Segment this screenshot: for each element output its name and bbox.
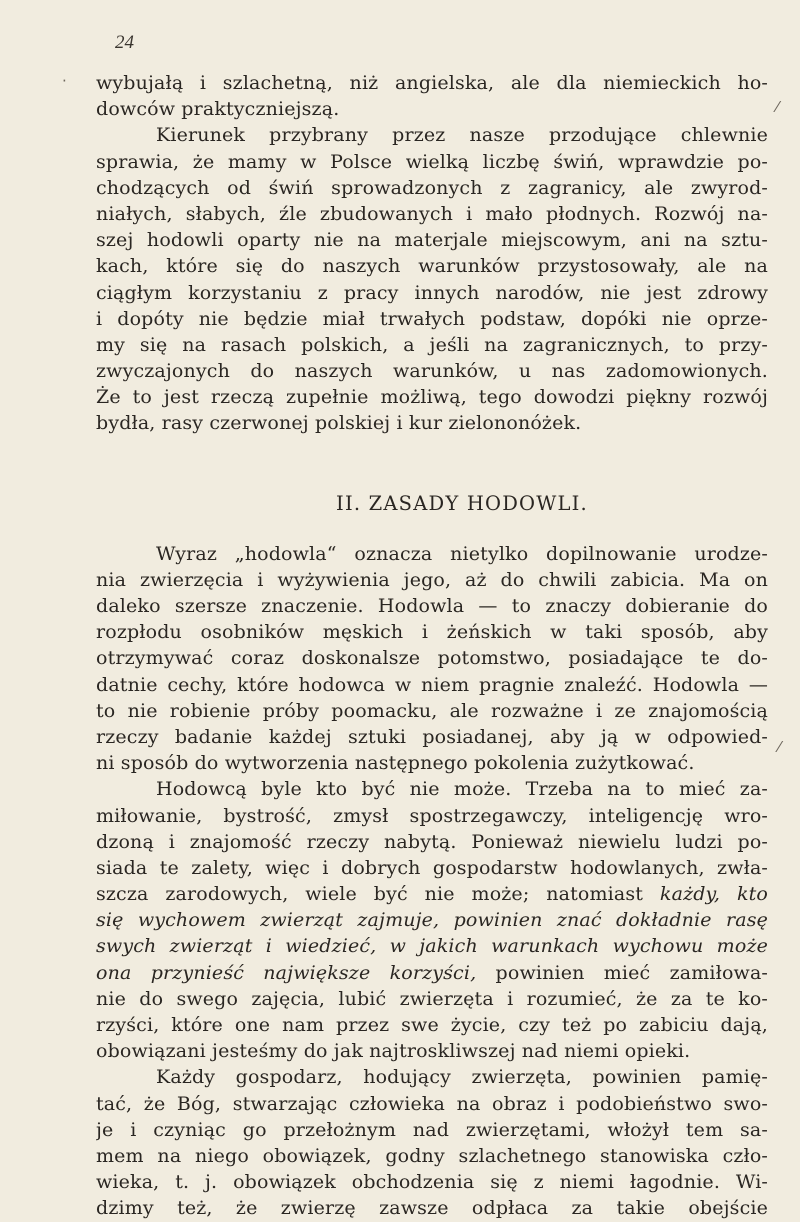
- text-line: Wyraz „hodowla“ oznacza nietylko dopilnowanie urodze-: [156, 542, 768, 565]
- margin-mark-tick: ⁄: [778, 738, 781, 756]
- text-line: chodzących od świń sprowadzonych z zagranicy, ale zwyrod-: [96, 176, 768, 199]
- text-line: Hodowcą byle kto być nie może. Trzeba na to mieć za-: [156, 778, 768, 801]
- paragraph-duty: [96, 1064, 768, 1221]
- text-line: [96, 881, 768, 907]
- text-line: [96, 933, 768, 959]
- text-line: dowców praktyczniejszą.: [96, 98, 340, 121]
- text-line: otrzymywać coraz doskonalsze potomstwo, posiadające te do-: [96, 647, 768, 670]
- paragraph-continued: [96, 70, 768, 122]
- text-line: Każdy gospodarz, hodujący zwierzęta, powinien pamię-: [156, 1066, 768, 1089]
- emphasis-text: się wychowem zwierząt zajmuje, powinien znać dokładnie rasę: [96, 909, 768, 932]
- paragraph-breeding-direction: [96, 122, 768, 436]
- text-line: ciągłym korzystaniu z pracy innych narodów, nie jest zdrowy: [96, 281, 768, 304]
- emphasis-text: ona przynieść największe korzyści,: [96, 961, 477, 984]
- emphasis-text: swych zwierząt i wiedzieć, w jakich warunkach wychowu może: [96, 935, 768, 958]
- text-line: siada te zalety, więc i dobrych gospodarstw hodowlanych, zwła-: [96, 856, 768, 879]
- margin-mark-slash: ⁄: [776, 98, 779, 116]
- text-line: i dopóty nie będzie miał trwałych podstaw, dopóki nie oprze-: [96, 307, 768, 330]
- text-line: sprawia, że mamy w Polsce wielką liczbę świń, wprawdzie po-: [96, 150, 768, 173]
- paragraph-breeder-qualities: [96, 776, 768, 1064]
- text-line: to nie robienie próby poomacku, ale rozważne i ze znajomością: [96, 699, 768, 722]
- page-text: [96, 70, 768, 1222]
- text-line: zwyczajonych do naszych warunków, u nas zadomowionych.: [96, 360, 768, 383]
- margin-mark-dot: ·: [62, 72, 67, 90]
- paragraph-definition: [96, 541, 768, 777]
- page-number: 24: [115, 32, 134, 53]
- text-segment: szcza zarodowych, wiele być nie może; natomiast: [96, 883, 660, 906]
- text-line: Kierunek przybrany przez nasze przodujące chlewnie: [156, 124, 768, 147]
- text-line: niałych, słabych, źle zbudowanych i mało płodnych. Rozwój na-: [96, 202, 768, 225]
- text-line: mem na niego obowiązek, godny szlachetnego stanowiska czło-: [96, 1144, 768, 1167]
- text-line: miłowanie, bystrość, zmysł spostrzegawczy, inteligencję wro-: [96, 804, 768, 827]
- section-heading: II. ZASADY HODOWLI.: [336, 491, 588, 515]
- text-line: rozpłodu osobników męskich i żeńskich w taki sposób, aby: [96, 621, 768, 644]
- text-line: Że to jest rzeczą zupełnie możliwą, tego dowodzi piękny rozwój: [96, 386, 768, 409]
- text-line: [96, 907, 768, 933]
- text-line: dzoną i znajomość rzeczy nabytą. Ponieważ niewielu ludzi po-: [96, 830, 768, 853]
- text-line: nie do swego zajęcia, lubić zwierzęta i rozumieć, że za te ko-: [96, 987, 768, 1010]
- text-line: szej hodowli oparty nie na materjale miejscowym, ani na sztu-: [96, 229, 768, 252]
- text-segment: powinien mieć zamiłowa-: [476, 961, 768, 984]
- text-line: tać, że Bóg, stwarzając człowieka na obraz i podobieństwo swo-: [96, 1092, 768, 1115]
- text-line: rzyści, które one nam przez swe życie, czy też po zabiciu dają,: [96, 1014, 768, 1036]
- text-line: [96, 960, 768, 986]
- text-line: nia zwierzęcia i wyżywienia jego, aż do chwili zabicia. Ma on: [96, 568, 768, 591]
- emphasis-text: każdy, kto: [659, 883, 768, 906]
- text-line: ni sposób do wytworzenia następnego pokolenia zużytkować.: [96, 752, 695, 775]
- text-line: my się na rasach polskich, a jeśli na zagranicznych, to przy-: [96, 333, 768, 356]
- text-line: rzeczy badanie każdej sztuki posiadanej, aby ją w odpowied-: [96, 725, 768, 748]
- text-line: obowiązani jesteśmy do jak najtroskliwszej nad niemi opieki.: [96, 1040, 691, 1063]
- text-line: kach, które się do naszych warunków przystosowały, ale na: [96, 255, 768, 278]
- text-line: dzimy też, że zwierzę zawsze odpłaca za takie obejście: [96, 1197, 768, 1220]
- text-line: daleko szersze znaczenie. Hodowla — to znaczy dobieranie do: [96, 595, 768, 617]
- text-line: bydła, rasy czerwonej polskiej i kur zielononóżek.: [96, 412, 582, 435]
- text-line: wybujałą i szlachetną, niż angielska, ale dla niemieckich ho-: [96, 72, 768, 94]
- text-line: je i czyniąc go przełożnym nad zwierzętami, włożył tem sa-: [96, 1118, 768, 1141]
- text-line: wieka, t. j. obowiązek obchodzenia się z niemi łagodnie. Wi-: [96, 1171, 768, 1194]
- text-line: datnie cechy, które hodowca w niem pragnie znaleźć. Hodowla —: [96, 673, 768, 696]
